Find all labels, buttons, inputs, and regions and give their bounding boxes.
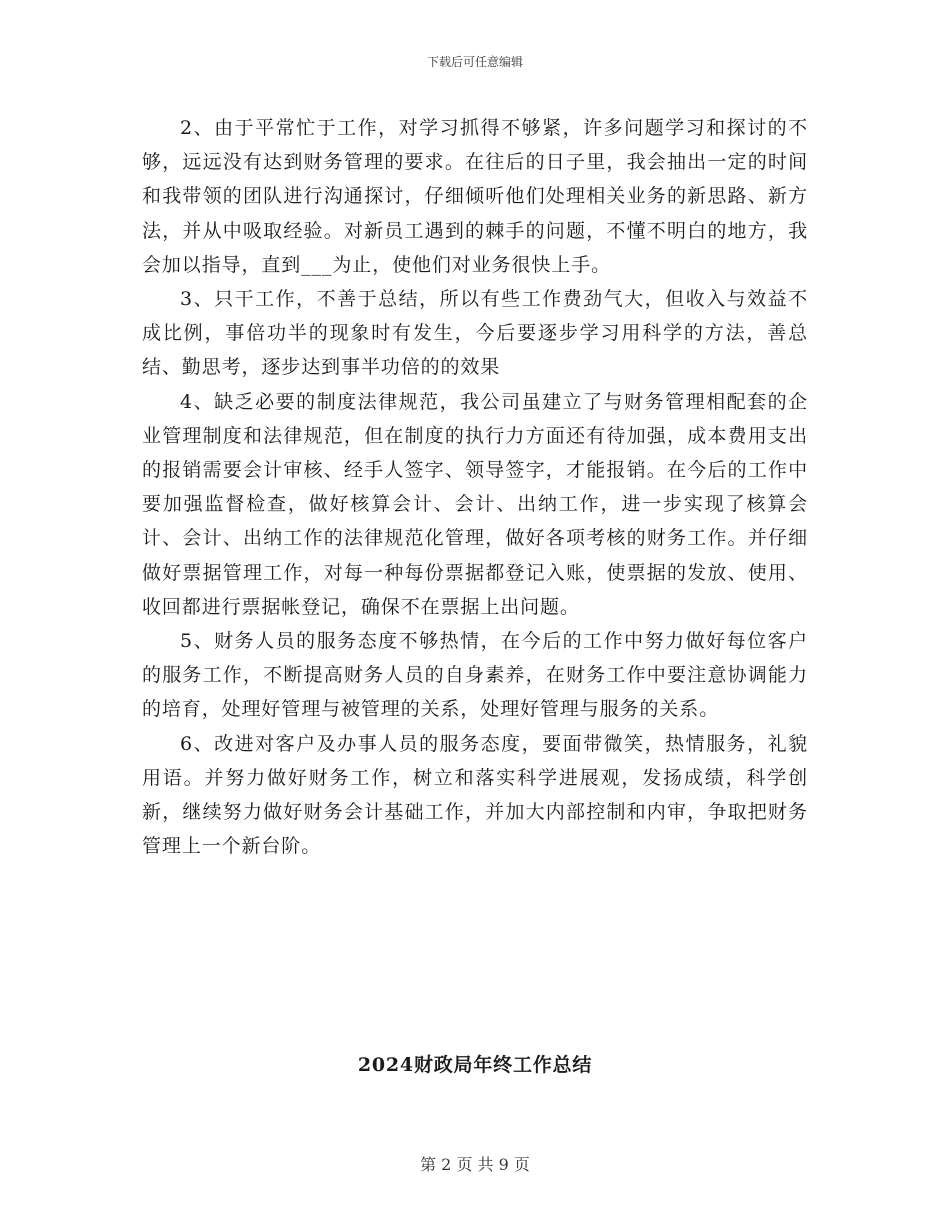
section-title: 2024财政局年终工作总结 xyxy=(357,1054,593,1076)
paragraph-item-5: 5、财务人员的服务态度不够热情，在今后的工作中努力做好每位客户的服务工作，不断提高财务人员的自身素养，在财务工作中要注意协调能力的培育，处理好管理与被管理的关系，处理好管理与服务的关系。 xyxy=(142,630,808,721)
paragraph-item-3: 3、只干工作，不善于总结，所以有些工作费劲气大，但收入与效益不成比例，事倍功半的现象时有发生，今后要逐步学习用科学的方法，善总结、勤思考，逐步达到事半功倍的的效果 xyxy=(142,288,808,379)
page-number: 第 2 页 共 9 页 xyxy=(420,1155,530,1174)
paragraph-item-4: 4、缺乏必要的制度法律规范，我公司虽建立了与财务管理相配套的企业管理制度和法律规范，但在制度的执行力方面还有待加强，成本费用支出的报销需要会计审核、经手人签字、领导签字，才能报销。在今后的工作中要加强监督检查，做好核算会计、会计、出纳工作，进一步实现了核算会计、会计、出纳工作的法律规范化管理，做好各项考核的财务工作。并仔细做好票据管理工作，对每一种每份票据都登记入账，使票据的发放、使用、收回都进行票据帐登记，确保不在票据上出问题。 xyxy=(142,390,808,618)
body-text xyxy=(142,111,808,863)
paragraph-item-2: 2、由于平常忙于工作，对学习抓得不够紧，许多问题学习和探讨的不够，远远没有达到财务管理的要求。在往后的日子里，我会抽出一定的时间和我带领的团队进行沟通探讨，仔细倾听他们处理相关业务的新思路、新方法，并从中吸取经验。对新员工遇到的棘手的问题，不懂不明白的地方，我会加以指导，直到___为止，使他们对业务很快上手。 xyxy=(142,117,808,276)
paragraph-item-6: 6、改进对客户及办事人员的服务态度，要面带微笑，热情服务，礼貌用语。并努力做好财务工作，树立和落实科学进展观，发扬成绩，科学创新，继续努力做好财务会计基础工作，并加大内部控制和内审，争取把财务管理上一个新台阶。 xyxy=(142,732,808,858)
page-header: 下载后可任意编辑 xyxy=(426,55,523,69)
